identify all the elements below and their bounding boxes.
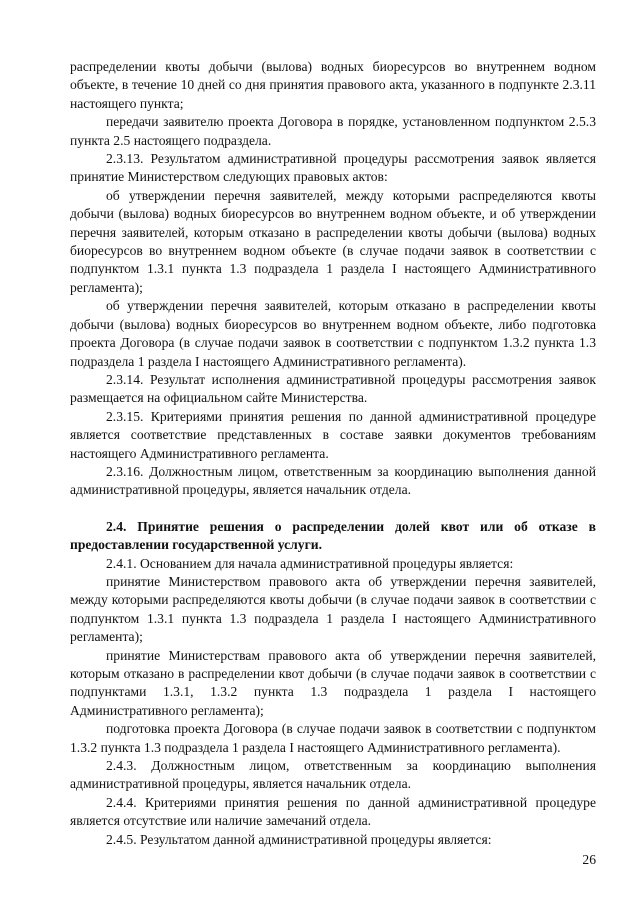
paragraph-basis-refuse: принятие Министерствам правового акта об утверждении перечня заявителей, которым отказано в распределении квот добычи (в случае подачи заявок в соответствии с подпунктами 1.3.1, 1.3.2 пункта 1.3 подраздела 1 раздела I настоящего Административного регламента);: [70, 647, 596, 718]
paragraph-2-4-1: 2.4.1. Основанием для начала административной процедуры является:: [106, 555, 514, 571]
paragraph-2-4-3: 2.4.3. Должностным лицом, ответственным за координацию выполнения административной процедуры, является начальник отдела.: [70, 758, 596, 792]
page-number: 26: [582, 852, 596, 867]
paragraph-2-3-14: 2.3.14. Результат исполнения административной процедуры рассмотрения заявок размещается на официальном сайте Министерства.: [70, 371, 596, 406]
paragraph-2-4-4: 2.4.4. Критериями принятия решения по данной административной процедуре является отсутствие или наличие замечаний отдела.: [70, 794, 596, 829]
section-heading-2-4: 2.4. Принятие решения о распределении долей квот или об отказе в предоставлении государственной услуги.: [70, 518, 596, 553]
paragraph-approve-list-refuse: об утверждении перечня заявителей, которым отказано в распределении квоты добычи (вылова) водных биоресурсов во внутреннем водном объекте, либо подготовка проекта Договора (в случае подачи заявок в соответствии с подпунктом 1.3.2 пункта 1.3 подраздела 1 раздела I настоящего Административного регламента).: [70, 298, 596, 369]
paragraph-2-3-15: 2.3.15. Критериями принятия решения по данной административной процедуре является соответствие представленных в составе заявки документов требованиям настоящего Административного регламента.: [70, 408, 596, 461]
document-page: [70, 58, 596, 849]
paragraph-2-3-16: 2.3.16. Должностным лицом, ответственным за координацию выполнения данной административной процедуры, является начальник отдела.: [70, 463, 596, 498]
paragraph-2-3-13: 2.3.13. Результатом административной процедуры рассмотрения заявок является принятие Министерством следующих правовых актов:: [70, 151, 596, 185]
paragraph-basis-distribute: принятие Министерством правового акта об утверждении перечня заявителей, между которыми распределяются квоты добычи (в случае подачи заявок в соответствии с подпунктом 1.3.1 пункта 1.3 подраздела 1 раздела I настоящего Административного регламента);: [70, 573, 596, 645]
paragraph-basis-contract: подготовка проекта Договора (в случае подачи заявок в соответствии с подпунктом 1.3.2 пункта 1.3 подраздела 1 раздела I настоящего Административного регламента).: [70, 721, 596, 755]
paragraph-approve-list-distribute: об утверждении перечня заявителей, между которыми распределяются квоты добычи (вылова) водных биоресурсов во внутреннем водном объекте, и об утверждении перечня заявителей, которым отказано в распределении квоты добычи (вылова) водных биоресурсов во внутреннем водном объекте (в случае подачи заявок в соответствии с подпунктом 1.3.1 пункта 1.3 подраздела 1 раздела I настоящего Административного регламента);: [70, 187, 596, 295]
paragraph-continuation: распределении квоты добычи (вылова) водных биоресурсов во внутреннем водном объекте, в течение 10 дней со дня принятия правового акта, указанного в подпункте 2.3.11 настоящего пункта;: [70, 59, 596, 111]
paragraph-2-4-5: 2.4.5. Результатом данной административной процедуры является:: [106, 831, 492, 847]
paragraph-transfer-contract: передачи заявителю проекта Договора в порядке, установленном подпунктом 2.5.3 пункта 2.5 настоящего подраздела.: [70, 114, 596, 148]
